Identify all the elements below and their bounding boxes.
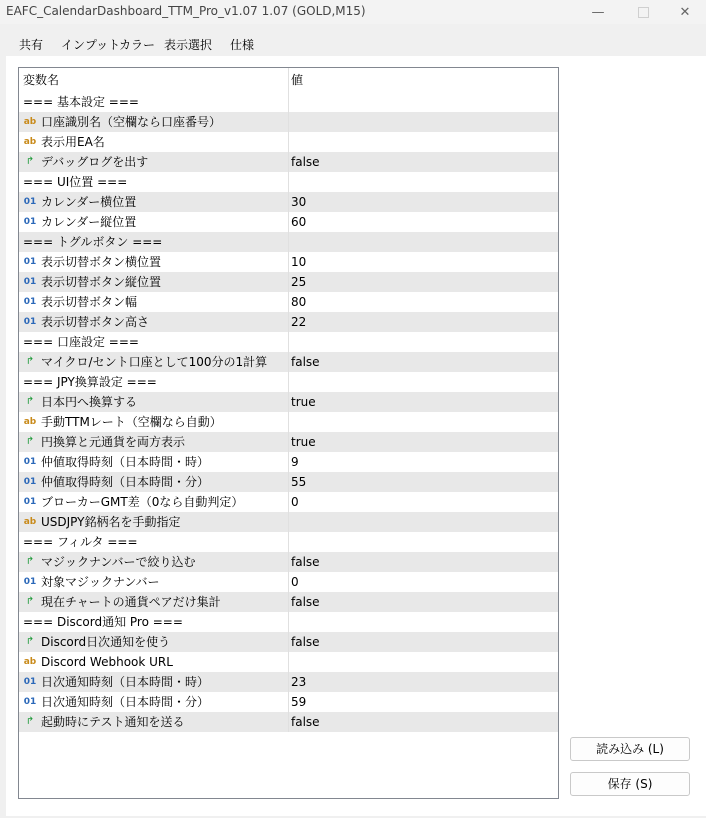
- bool-type-icon: ↱: [25, 716, 35, 727]
- param-value-cell[interactable]: true: [291, 395, 316, 409]
- param-name-cell: [19, 272, 289, 292]
- tab-bar: [0, 32, 706, 54]
- param-name-cell: [19, 112, 289, 132]
- param-value-cell[interactable]: 55: [291, 475, 307, 489]
- tab-common[interactable]: 共有: [19, 38, 44, 52]
- tab-specs[interactable]: 仕様: [230, 38, 255, 52]
- param-name-cell: [19, 632, 289, 652]
- param-row[interactable]: [19, 132, 558, 152]
- param-value-cell[interactable]: false: [291, 595, 320, 609]
- param-name-cell: [19, 692, 289, 712]
- param-label: === 口座設定 ===: [23, 335, 139, 349]
- param-row[interactable]: [19, 432, 558, 452]
- param-value-cell[interactable]: 30: [291, 195, 307, 209]
- param-row[interactable]: [19, 152, 558, 172]
- param-name-cell: [19, 512, 289, 532]
- param-value-cell[interactable]: [291, 172, 557, 192]
- param-value-cell[interactable]: 22: [291, 315, 307, 329]
- param-label: USDJPY銘柄名を手動指定: [41, 515, 181, 529]
- section-row[interactable]: [19, 232, 558, 252]
- param-row[interactable]: [19, 292, 558, 312]
- param-row[interactable]: [19, 412, 558, 432]
- param-value-cell[interactable]: 0: [291, 575, 299, 589]
- integer-type-icon: 01: [23, 277, 37, 287]
- param-row[interactable]: [19, 692, 558, 712]
- param-label: マジックナンバーで絞り込む: [41, 555, 196, 569]
- maximize-icon: [638, 7, 649, 18]
- param-value-cell[interactable]: 9: [291, 455, 299, 469]
- param-name-cell: [19, 152, 289, 172]
- string-type-icon: ab: [23, 517, 37, 527]
- section-row[interactable]: [19, 92, 558, 112]
- param-value-cell[interactable]: true: [291, 435, 316, 449]
- integer-type-icon: 01: [23, 217, 37, 227]
- param-value-cell[interactable]: 59: [291, 695, 307, 709]
- param-name-cell: [19, 332, 289, 352]
- param-name-cell: [19, 612, 289, 632]
- param-name-cell: [19, 372, 289, 392]
- param-label: 日次通知時刻（日本時間・時）: [41, 675, 210, 689]
- close-icon: ✕: [679, 4, 691, 20]
- param-value-cell[interactable]: 80: [291, 295, 307, 309]
- param-row[interactable]: [19, 272, 558, 292]
- param-label: ブローカーGMT差（0なら自動判定）: [41, 495, 244, 509]
- load-button[interactable]: 読み込み (L): [570, 737, 690, 761]
- param-value-cell[interactable]: [291, 132, 557, 152]
- grid-header: [19, 68, 558, 92]
- param-label: 仲値取得時刻（日本時間・時）: [41, 455, 210, 469]
- param-name-cell: [19, 252, 289, 272]
- param-label: === UI位置 ===: [23, 175, 128, 189]
- save-button[interactable]: 保存 (S): [570, 772, 690, 796]
- close-button[interactable]: [662, 0, 706, 24]
- param-name-cell: [19, 132, 289, 152]
- param-name-cell: [19, 212, 289, 232]
- param-value-cell[interactable]: [291, 652, 557, 672]
- bool-type-icon: ↱: [25, 156, 35, 167]
- param-label: 表示用EA名: [41, 135, 105, 149]
- param-label: 表示切替ボタン高さ: [41, 315, 150, 329]
- param-row[interactable]: [19, 572, 558, 592]
- tab-inputs[interactable]: インプット: [61, 38, 121, 52]
- param-name-cell: [19, 432, 289, 452]
- column-header-value[interactable]: 値: [291, 73, 304, 87]
- param-name-cell: [19, 352, 289, 372]
- param-value-cell[interactable]: [291, 532, 557, 552]
- param-label: 現在チャートの通貨ペアだけ集計: [41, 595, 221, 609]
- param-value-cell[interactable]: [291, 612, 557, 632]
- param-value-cell[interactable]: 25: [291, 275, 307, 289]
- param-name-cell: [19, 172, 289, 192]
- param-value-cell[interactable]: 23: [291, 675, 307, 689]
- param-label: マイクロ/セント口座として100分の1計算: [41, 355, 268, 369]
- param-row[interactable]: [19, 112, 558, 132]
- param-name-cell: [19, 592, 289, 612]
- string-type-icon: ab: [23, 137, 37, 147]
- param-name-cell: [19, 292, 289, 312]
- section-row[interactable]: [19, 372, 558, 392]
- integer-type-icon: 01: [23, 577, 37, 587]
- integer-type-icon: 01: [23, 497, 37, 507]
- integer-type-icon: 01: [23, 297, 37, 307]
- param-label: 起動時にテスト通知を送る: [41, 715, 185, 729]
- param-label: === JPY換算設定 ===: [23, 375, 157, 389]
- param-row[interactable]: [19, 452, 558, 472]
- param-row[interactable]: [19, 552, 558, 572]
- bool-type-icon: ↱: [25, 556, 35, 567]
- param-label: デバッグログを出す: [41, 155, 149, 169]
- section-row[interactable]: [19, 332, 558, 352]
- param-value-cell[interactable]: false: [291, 635, 320, 649]
- param-name-cell: [19, 412, 289, 432]
- param-row[interactable]: [19, 252, 558, 272]
- param-row[interactable]: [19, 632, 558, 652]
- param-name-cell: [19, 552, 289, 572]
- param-label: カレンダー縦位置: [41, 215, 137, 229]
- param-name-cell: [19, 572, 289, 592]
- param-label: 円換算と元通貨を両方表示: [41, 435, 186, 449]
- param-value-cell[interactable]: 0: [291, 495, 299, 509]
- param-name-cell: [19, 712, 289, 732]
- param-row[interactable]: [19, 472, 558, 492]
- param-row[interactable]: [19, 392, 558, 412]
- bool-type-icon: ↱: [25, 356, 35, 367]
- tab-display-select[interactable]: 表示選択: [164, 38, 213, 52]
- param-label: 日次通知時刻（日本時間・分）: [41, 695, 210, 709]
- param-name-cell: [19, 672, 289, 692]
- param-label: 手動TTMレート（空欄なら自動）: [41, 415, 222, 429]
- window-title: EAFC_CalendarDashboard_TTM_Pro_v1.07 1.07 (GOLD,M15): [6, 4, 366, 18]
- param-name-cell: [19, 532, 289, 552]
- param-value-cell[interactable]: 60: [291, 215, 307, 229]
- bool-type-icon: ↱: [25, 596, 35, 607]
- param-value-cell[interactable]: [291, 412, 557, 432]
- minimize-button[interactable]: [575, 0, 621, 24]
- param-name-cell: [19, 652, 289, 672]
- column-header-name-label: 変数名: [23, 73, 60, 87]
- bool-type-icon: ↱: [25, 636, 35, 647]
- param-row[interactable]: [19, 672, 558, 692]
- string-type-icon: ab: [23, 117, 37, 127]
- param-value-cell[interactable]: false: [291, 155, 320, 169]
- param-label: 表示切替ボタン縦位置: [41, 275, 162, 289]
- bool-type-icon: ↱: [25, 396, 35, 407]
- param-row[interactable]: [19, 212, 558, 232]
- param-label: === トグルボタン ===: [23, 235, 163, 249]
- param-row[interactable]: [19, 492, 558, 512]
- param-name-cell: [19, 192, 289, 212]
- param-name-cell: [19, 472, 289, 492]
- string-type-icon: ab: [23, 417, 37, 427]
- param-name-cell: [19, 492, 289, 512]
- param-label: Discord日次通知を使う: [41, 635, 171, 649]
- param-label: === フィルタ ===: [23, 535, 138, 549]
- param-name-cell: [19, 452, 289, 472]
- integer-type-icon: 01: [23, 457, 37, 467]
- integer-type-icon: 01: [23, 477, 37, 487]
- param-value-cell[interactable]: [291, 332, 557, 352]
- param-name-cell: [19, 92, 289, 112]
- inputs-grid: [18, 67, 559, 799]
- param-row[interactable]: [19, 512, 558, 532]
- integer-type-icon: 01: [23, 257, 37, 267]
- param-value-cell[interactable]: 10: [291, 255, 307, 269]
- param-value-cell[interactable]: [291, 232, 557, 252]
- param-label: 日本円へ換算する: [41, 395, 138, 409]
- section-row[interactable]: [19, 532, 558, 552]
- minimize-icon: —: [591, 4, 605, 20]
- tab-colors[interactable]: カラー: [119, 38, 156, 52]
- param-label: 対象マジックナンバー: [41, 575, 160, 589]
- param-value-cell[interactable]: [291, 372, 557, 392]
- param-label: === Discord通知 Pro ===: [23, 615, 183, 629]
- section-row[interactable]: [19, 172, 558, 192]
- integer-type-icon: 01: [23, 677, 37, 687]
- bool-type-icon: ↱: [25, 436, 35, 447]
- param-label: 口座識別名（空欄なら口座番号）: [41, 115, 222, 129]
- param-label: 表示切替ボタン幅: [41, 295, 138, 309]
- maximize-button: [620, 0, 666, 24]
- column-header-name[interactable]: [19, 68, 289, 92]
- integer-type-icon: 01: [23, 317, 37, 327]
- param-name-cell: [19, 312, 289, 332]
- param-name-cell: [19, 232, 289, 252]
- param-label: Discord Webhook URL: [41, 655, 173, 669]
- param-label: 表示切替ボタン横位置: [41, 255, 162, 269]
- param-row[interactable]: [19, 352, 558, 372]
- integer-type-icon: 01: [23, 697, 37, 707]
- param-value-cell[interactable]: false: [291, 355, 320, 369]
- param-row[interactable]: [19, 712, 558, 732]
- param-value-cell[interactable]: [291, 512, 557, 532]
- param-value-cell[interactable]: [291, 92, 557, 112]
- param-row[interactable]: [19, 592, 558, 612]
- string-type-icon: ab: [23, 657, 37, 667]
- param-name-cell: [19, 392, 289, 412]
- param-label: カレンダー横位置: [41, 195, 137, 209]
- integer-type-icon: 01: [23, 197, 37, 207]
- param-row[interactable]: [19, 652, 558, 672]
- param-value-cell[interactable]: false: [291, 555, 320, 569]
- param-label: 仲値取得時刻（日本時間・分）: [41, 475, 210, 489]
- param-label: === 基本設定 ===: [23, 95, 139, 109]
- param-row[interactable]: [19, 192, 558, 212]
- section-row[interactable]: [19, 612, 558, 632]
- title-bar: [0, 0, 706, 24]
- param-value-cell[interactable]: false: [291, 715, 320, 729]
- param-row[interactable]: [19, 312, 558, 332]
- param-value-cell[interactable]: [291, 112, 557, 132]
